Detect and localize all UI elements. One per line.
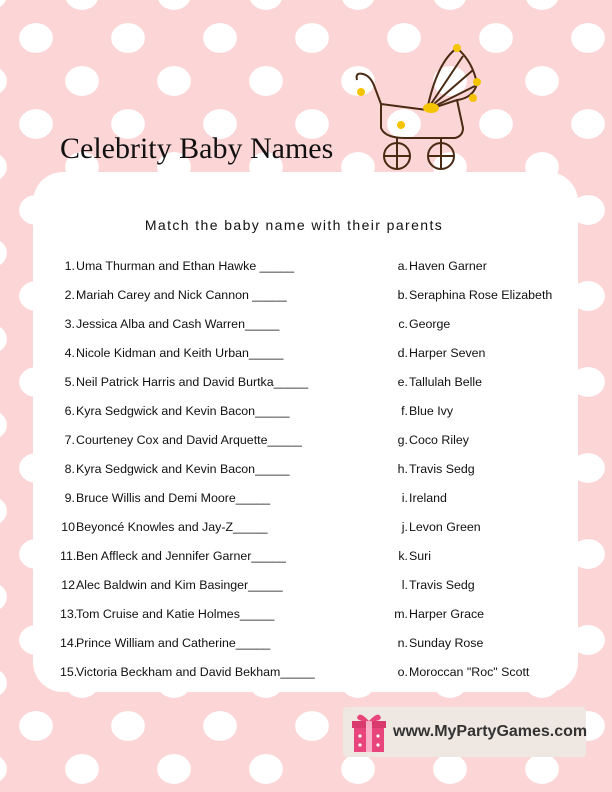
- parents-list: [60, 258, 360, 693]
- list-item: 10 Beyoncé Knowles and Jay-Z_____: [61, 520, 268, 534]
- list-item: 13. Tom Cruise and Katie Holmes_____: [60, 607, 275, 621]
- list-item: 1. Uma Thurman and Ethan Hawke _____: [64, 259, 295, 273]
- list-item: f. Blue Ivy: [401, 404, 454, 418]
- list-item: b. Seraphina Rose Elizabeth: [397, 288, 553, 302]
- list-item: 9. Bruce Willis and Demi Moore_____: [64, 491, 271, 505]
- list-item: a. Haven Garner: [397, 259, 487, 273]
- list-item: j. Levon Green: [401, 520, 481, 534]
- list-item: l. Travis Sedg: [401, 578, 475, 592]
- list-item: d. Harper Seven: [397, 346, 486, 360]
- list-item: 2. Mariah Carey and Nick Cannon _____: [64, 288, 287, 302]
- list-item: o. Moroccan "Roc" Scott: [397, 665, 530, 679]
- list-item: 14. Prince William and Catherine_____: [60, 636, 271, 650]
- baby-names-list: [394, 258, 594, 693]
- list-item: 4. Nicole Kidman and Keith Urban_____: [64, 346, 284, 360]
- list-item: m. Harper Grace: [394, 607, 485, 621]
- site-url: www.MyPartyGames.com: [393, 723, 588, 740]
- list-item: 12 Alec Baldwin and Kim Basinger_____: [61, 578, 283, 592]
- page-title: Celebrity Baby Names: [60, 132, 334, 165]
- list-item: 8. Kyra Sedgwick and Kevin Bacon_____: [64, 462, 290, 476]
- list-item: i. Ireland: [401, 491, 447, 505]
- list-item: k. Suri: [398, 549, 432, 563]
- list-item: 6. Kyra Sedgwick and Kevin Bacon_____: [64, 404, 290, 418]
- list-item: n. Sunday Rose: [397, 636, 484, 650]
- list-item: e. Tallulah Belle: [397, 375, 483, 389]
- baby-stroller-icon: [345, 40, 490, 175]
- list-item: 11. Ben Affleck and Jennifer Garner_____: [60, 549, 286, 563]
- list-item: 7. Courteney Cox and David Arquette_____: [64, 433, 302, 447]
- list-item: h. Travis Sedg: [397, 462, 475, 476]
- gift-box-icon: [351, 710, 387, 754]
- list-item: c. George: [398, 317, 451, 331]
- instructions-subtitle: Match the baby name with their parents: [144, 217, 444, 233]
- list-item: g. Coco Riley: [397, 433, 469, 447]
- list-item: 15. Victoria Beckham and David Bekham_____: [60, 665, 315, 679]
- list-item: 3. Jessica Alba and Cash Warren_____: [64, 317, 280, 331]
- list-item: 5. Neil Patrick Harris and David Burtka_____: [64, 375, 309, 389]
- site-footer-banner: [343, 707, 586, 757]
